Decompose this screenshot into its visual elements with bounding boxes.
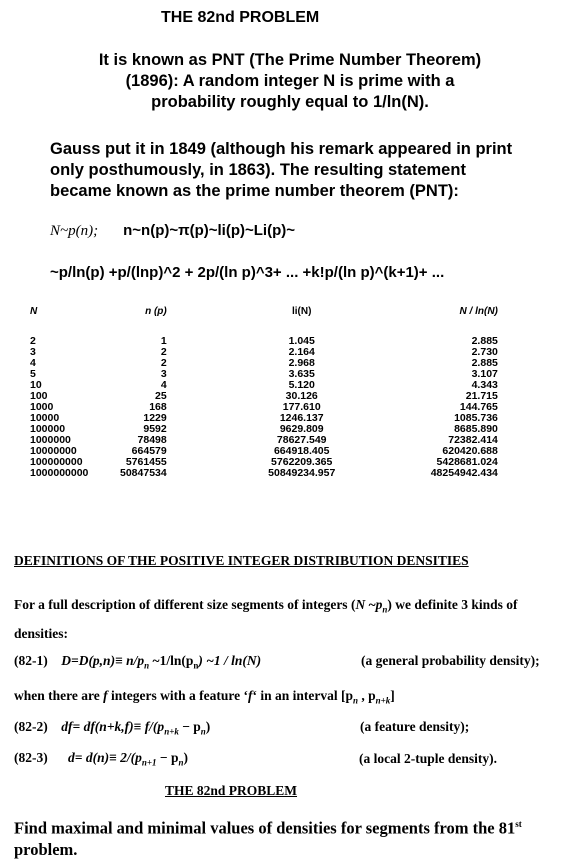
cell-np: 9592 <box>143 423 167 435</box>
cell-n: 3 <box>30 346 36 358</box>
when-text-5: ] <box>390 688 395 703</box>
cell-n: 1000000 <box>30 434 71 446</box>
table-row <box>30 336 498 347</box>
cell-np: 3 <box>160 368 167 380</box>
header-ratio: N / ln(N) <box>459 306 498 317</box>
cell-np: 2 <box>160 346 167 358</box>
equation-82-3: (82-3) $d= d(n)\equiv 2/(p_{n+1} - p_n)$ <box>14 750 188 768</box>
cell-np: 78498 <box>137 434 167 446</box>
cell-li: 664918.405 <box>273 445 330 457</box>
formula-n-of-p: N~p(n); <box>50 223 99 239</box>
cell-ratio: 8685.890 <box>454 423 498 435</box>
header-np: n (p) <box>145 306 167 317</box>
cell-n: 1000 <box>30 401 54 413</box>
pnt-formula-2: ~p/ln(p) +p/(lnp)^2 + 2p/(ln p)^3+ ... +k!p/(ln p)^(k+1)+ ... <box>50 264 445 281</box>
eq1-label: (82-1) <box>14 653 48 668</box>
cell-ratio: 4.343 <box>471 379 498 391</box>
cell-li: 2.968 <box>288 357 315 369</box>
cell-ratio: 620420.688 <box>442 445 498 457</box>
cell-li: 5.120 <box>288 379 315 391</box>
cell-np: 1 <box>160 335 167 347</box>
cell-li: 1.045 <box>288 335 315 347</box>
cell-li: 30.126 <box>285 390 318 402</box>
table-row <box>30 424 498 435</box>
eq3-mid: − p <box>156 750 179 765</box>
cell-ratio: 2.730 <box>471 346 498 358</box>
table-row <box>30 435 498 446</box>
cell-ratio: 5428681.024 <box>436 456 498 468</box>
intro-line-3: probability roughly equal to 1/ln(N). <box>151 93 429 111</box>
cell-li: 3.635 <box>288 368 315 380</box>
cell-ratio: 2.885 <box>471 335 498 347</box>
pnt-formula-1 <box>50 222 295 240</box>
header-n: N <box>30 306 38 317</box>
cell-li: 177.610 <box>282 401 321 413</box>
cell-li: 78627.549 <box>276 434 327 446</box>
gauss-line-1: Gauss put it in 1849 (although his remark appeared in print <box>50 140 513 158</box>
cell-li: 9629.809 <box>279 423 324 435</box>
cell-np: 4 <box>160 379 167 391</box>
gauss-line-3: became known as the prime number theorem (PNT): <box>50 182 459 200</box>
eq3-label: (82-3) <box>14 750 48 765</box>
cell-n: 2 <box>30 335 36 347</box>
eq2-end: ) <box>205 719 211 734</box>
final-text-1: Find maximal and minimal values of densities for segments from the 81 <box>14 818 516 838</box>
when-text-2: integers with a feature ‘ <box>107 688 248 703</box>
gauss-line-2: only posthumously, in 1863). The resulting statement <box>50 161 466 179</box>
cell-li: 1246.137 <box>279 412 324 424</box>
eq3-lhs: d= d(n)≡ 2/(p <box>68 750 142 765</box>
eq2-note: (a feature density); <box>360 719 470 734</box>
cell-li: 5762209.365 <box>271 456 333 468</box>
table-row <box>30 358 498 369</box>
eq2-mid: − p <box>178 719 201 734</box>
cell-n: 10 <box>30 379 42 391</box>
eq1-note: (a general probability density); <box>361 653 540 668</box>
cell-n: 10000000 <box>30 445 77 457</box>
table-header-row <box>30 306 498 336</box>
table-row <box>30 369 498 380</box>
prime-count-table <box>30 306 498 479</box>
cell-np: 50847534 <box>120 467 167 479</box>
cell-np: 1229 <box>143 412 167 424</box>
description-text-1: For a full description of different size segments of integers ( <box>14 597 356 612</box>
cell-np: 25 <box>155 390 167 402</box>
gauss-paragraph <box>50 139 512 202</box>
pnt-intro-paragraph <box>0 50 580 113</box>
when-text-1: when there are <box>14 688 104 703</box>
table-row <box>30 391 498 402</box>
cell-li: 50849234.957 <box>268 467 336 479</box>
when-f: f <box>103 688 108 703</box>
cell-np: 664579 <box>131 445 167 457</box>
eq3-end: ) <box>183 750 188 765</box>
formula-n-chain: n~n(p)~π(p)~li(p)~Li(p)~ <box>123 222 296 239</box>
intro-line-1: It is known as PNT (The Prime Number Theorem) <box>98 51 482 69</box>
eq2-lhs: df= df(n+k,f)≡ f/(p <box>61 719 165 734</box>
cell-ratio: 3.107 <box>471 368 498 380</box>
cell-n: 1000000000 <box>30 467 89 479</box>
feature-interval-line: when there are f integers with a feature ‘f‘ in an interval [$p_n$ , $p_{n+k}$] <box>14 688 395 706</box>
cell-li: 2.164 <box>288 346 315 358</box>
definitions-heading: DEFINITIONS OF THE POSITIVE INTEGER DISTRIBUTION DENSITIES <box>14 553 469 568</box>
cell-ratio: 2.885 <box>471 357 498 369</box>
table-row <box>30 457 498 468</box>
table-row <box>30 347 498 358</box>
cell-n: 100000000 <box>30 456 83 468</box>
problem-statement <box>14 814 574 860</box>
equation-82-2: (82-2) $df= df(n+k,f)\equiv f/(p_{n+k} - p_n)$ <box>14 719 211 737</box>
final-sup: st <box>515 819 522 829</box>
eq1-rest: ~1/ln(p <box>149 653 194 668</box>
cell-ratio: 21.715 <box>465 390 498 402</box>
cell-np: 2 <box>160 357 167 369</box>
cell-n: 4 <box>30 357 36 369</box>
when-text-3: ‘ in an interval [p <box>252 688 353 703</box>
description-text-2: ) we definite 3 kinds of densities: <box>14 597 518 641</box>
cell-n: 10000 <box>30 412 60 424</box>
table-row <box>30 468 498 479</box>
final-text-2: problem. <box>14 839 78 859</box>
densities-description: For a full description of different size segments of integers (N $\sim p_n$) we definite 3 kinds of densities: <box>14 597 518 641</box>
table-row <box>30 380 498 391</box>
eq2-label: (82-2) <box>14 719 48 734</box>
equation-82-1: (82-1) $D=D(p,n)\equiv n/p_n$ $\sim 1/\ln(p_n)$ ~1 / ln(N) <box>14 653 262 671</box>
intro-line-2: (1896): A random integer N is prime with a <box>125 72 455 90</box>
cell-np: 168 <box>149 401 167 413</box>
when-text-4: , p <box>357 688 376 703</box>
cell-n: 100000 <box>30 423 66 435</box>
eq1-tail: ) ~1 / ln(N) <box>198 653 262 668</box>
cell-ratio: 1085.736 <box>454 412 498 424</box>
cell-n: 5 <box>30 368 36 380</box>
table-row <box>30 446 498 457</box>
page-title: THE 82nd PROBLEM <box>161 9 320 26</box>
problem-heading: THE 82nd PROBLEM <box>165 783 298 798</box>
eq3-note: (a local 2-tuple density). <box>359 751 497 766</box>
table-row <box>30 413 498 424</box>
cell-np: 5761455 <box>125 456 167 468</box>
cell-ratio: 72382.414 <box>448 434 498 446</box>
cell-ratio: 144.765 <box>459 401 498 413</box>
eq1-lhs: D=D(p,n)≡ n/p <box>61 653 145 668</box>
header-li: li(N) <box>291 306 312 317</box>
table-row <box>30 402 498 413</box>
cell-n: 100 <box>30 390 48 402</box>
cell-ratio: 48254942.434 <box>430 467 498 479</box>
